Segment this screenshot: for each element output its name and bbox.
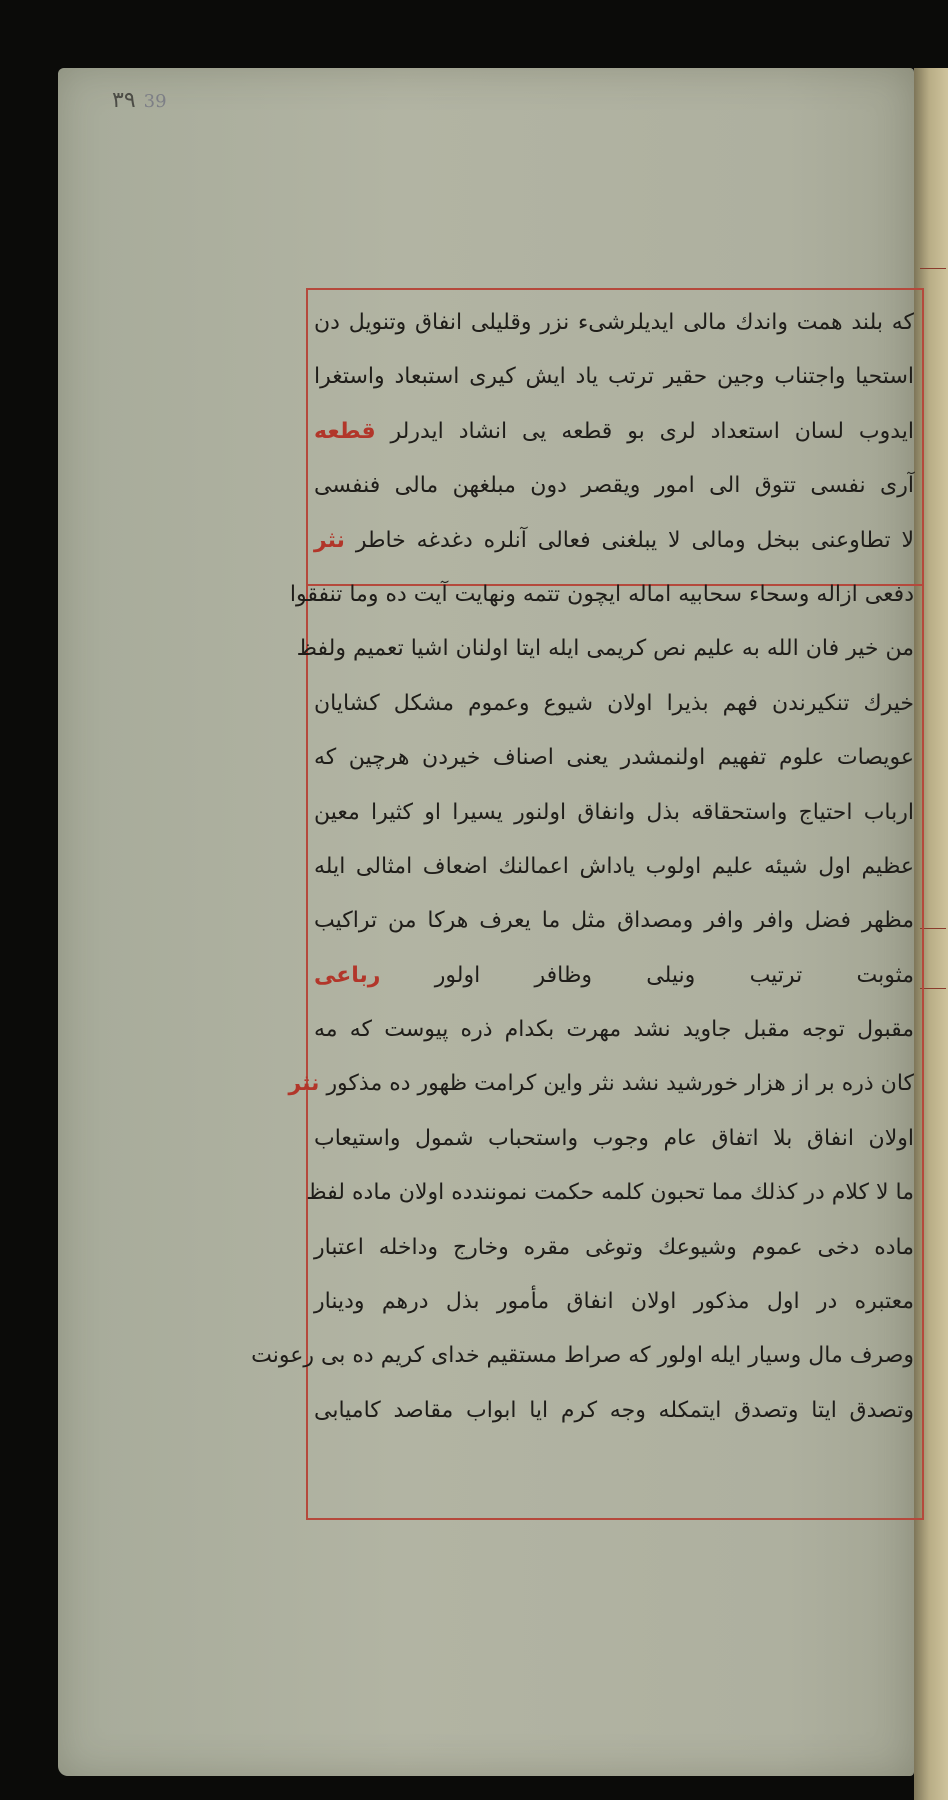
line-text: مظهر فضل وافر وافر ومصداق مثل ما یعرف هرکا من تراکیب xyxy=(314,908,914,934)
line-text: کان ذره بر از هزار خورشید نشد نثر واین کرامت ظهور ده مذکور xyxy=(326,1071,914,1097)
line-text: ما لا کلام در کذلك مما تحبون کلمه حکمت نمونندده اولان ماده لفظ xyxy=(306,1180,914,1206)
rubric-heading: رباعی xyxy=(314,962,381,988)
line-text: لا تطاوعنی ببخل ومالی لا یبلغنی فعالی آنلره دغدغه خاطر xyxy=(355,527,914,553)
text-line xyxy=(314,1275,914,1329)
folio-number-ink: ٣٩ xyxy=(112,88,136,113)
line-text: ارباب احتیاج واستحقاقه بذل وانفاق اولنور یسیرا او کثیرا معین xyxy=(314,799,914,825)
text-line xyxy=(288,1057,914,1111)
line-text: استحیا واجتناب وجین حقیر ترتب یاد ایش کیری استبعاد واستغرا xyxy=(314,364,914,390)
text-line xyxy=(314,1112,914,1166)
text-line xyxy=(306,1166,914,1220)
line-text: ایدوب لسان استعداد لری بو قطعه یی انشاد ایدرلر xyxy=(390,418,914,444)
text-line xyxy=(314,1003,914,1057)
line-text: مثوبت ترتیب ونیلی وظافر اولور xyxy=(434,962,914,988)
text-line xyxy=(314,840,914,894)
text-line xyxy=(314,459,914,513)
line-text: آری نفسی تتوق الی امور ویقصر دون مبلغهن مالی فنفسی xyxy=(314,473,914,499)
line-text: خیرك تنکیرندن فهم بذیرا اولان شیوع وعموم مشکل کشایان xyxy=(314,690,914,716)
text-line xyxy=(314,296,914,350)
text-block xyxy=(251,296,914,1438)
facing-page-rule xyxy=(920,268,946,269)
text-line xyxy=(314,894,914,948)
line-text: دفعی ازاله وسحاء سحابیه اماله ایچون تتمه ونهایت آیت ده وما تنفقوا xyxy=(289,581,914,607)
line-text: وتصدق ایتا وتصدق ایتمکله وجه کرم ایا ابواب مقاصد کامیابی xyxy=(314,1397,914,1423)
text-line xyxy=(314,350,914,404)
rubric-heading: نثر xyxy=(288,1071,320,1097)
line-text: من خیر فان الله به علیم نص کریمی ایله ایتا اولنان اشیا تعمیم ولفظ xyxy=(296,636,914,662)
line-text: مقبول توجه مقبل جاوید نشد مهرت بکدام ذره پیوست که مه xyxy=(314,1017,914,1043)
folio-number-pencil: 39 xyxy=(143,91,167,112)
line-text: معتبره در اول مذکور اولان انفاق مأمور بذل درهم ودینار xyxy=(314,1289,914,1315)
text-line xyxy=(314,405,914,459)
text-line xyxy=(314,786,914,840)
text-line xyxy=(314,949,914,1003)
rubric-heading: قطعه xyxy=(314,418,376,444)
line-text: عویصات علوم تفهیم اولنمشدر یعنی اصناف خیردن هرچین که xyxy=(314,745,914,771)
folio-number xyxy=(112,88,167,113)
text-line xyxy=(314,514,914,568)
line-text: وصرف مال وسیار ایله اولور که صراط مستقیم خدای کریم ده بی رعونت xyxy=(251,1343,914,1369)
text-line xyxy=(296,622,914,676)
text-line xyxy=(289,568,914,622)
text-line xyxy=(314,1221,914,1275)
rubric-heading: نثر xyxy=(314,527,345,553)
line-text: ماده دخی عموم وشیوعك وتوغی مقره وخارج وداخله اعتبار xyxy=(314,1234,914,1260)
line-text: عظیم اول شیئه علیم اولوب یاداش اعمالنك اضعاف امثالی ایله xyxy=(314,853,914,879)
line-text: که بلند همت واندك مالى ايدیلرشیء نزر وقلیلى انفاق وتنویل دن xyxy=(314,310,914,335)
text-line xyxy=(314,731,914,785)
text-line xyxy=(314,677,914,731)
line-text: اولان انفاق بلا اتفاق عام وجوب واستحباب شمول واستیعاب xyxy=(314,1125,914,1151)
text-line xyxy=(251,1329,914,1383)
text-line xyxy=(314,1384,914,1438)
